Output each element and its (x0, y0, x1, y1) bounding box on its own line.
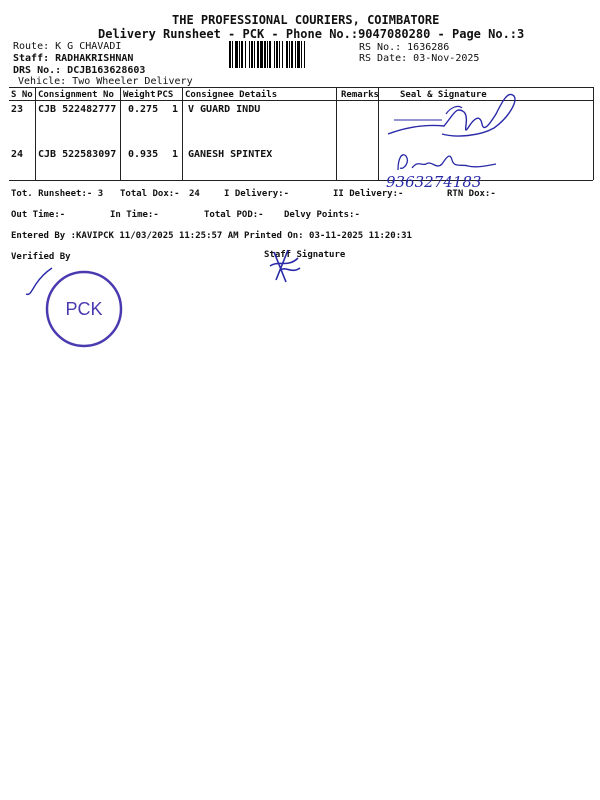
runsheet-subtitle: Delivery Runsheet - PCK - Phone No.:9047080280 - Page No.:3 (98, 27, 525, 41)
total-pod: Total POD:- (204, 210, 264, 220)
header-pcs: PCS (157, 90, 174, 100)
staff-text: Staff: RADHAKRISHNAN (13, 53, 134, 64)
row-weight: 0.275 (128, 104, 159, 115)
company-title: THE PROFESSIONAL COURIERS, COIMBATORE (172, 13, 440, 27)
route-text: Route: K G CHAVADI (13, 41, 122, 52)
col-divider (593, 87, 594, 180)
header-remarks: Remarks (341, 90, 379, 100)
staff-signature-mark (266, 246, 306, 286)
svg-text:9363274183: 9363274183 (386, 173, 482, 191)
rs-number: RS No.: 1636286 (359, 42, 450, 53)
row-weight: 0.935 (128, 149, 159, 160)
total-dox-value: 24 (189, 189, 200, 199)
printed-on: Printed On: 03-11-2025 11:20:31 (244, 231, 412, 241)
header-weight: Weight (123, 90, 156, 100)
header-consignee: Consignee Details (185, 90, 278, 100)
header-seal-signature: Seal & Signature (400, 90, 487, 100)
ii-delivery: II Delivery:- (333, 189, 404, 199)
header-sno: S No (11, 90, 33, 100)
col-divider (378, 87, 379, 180)
tot-runsheet: Tot. Runsheet:- 3 (11, 189, 104, 199)
row-consignment-no: CJB 522583097 (38, 149, 117, 160)
total-dox-label: Total Dox:- (120, 189, 180, 199)
vehicle-text: Vehicle: Two Wheeler Delivery (18, 76, 193, 87)
rs-date: RS Date: 03-Nov-2025 (359, 53, 480, 64)
col-divider (336, 87, 337, 180)
svg-text:PCK: PCK (65, 299, 103, 319)
drs-number: DRS No.: DCJB163628603 (13, 65, 146, 76)
staff-signature-label: Staff Signature (264, 250, 346, 260)
i-delivery: I Delivery:- (224, 189, 290, 199)
row-consignee: V GUARD INDU (188, 104, 261, 115)
col-divider (35, 87, 36, 180)
entered-by: Entered By :KAVIPCK 11/03/2025 11:25:57 AM (11, 231, 239, 241)
signature-row-1 (384, 84, 524, 154)
barcode (229, 41, 357, 68)
row-sno: 23 (11, 104, 24, 115)
row-consignment-no: CJB 522482777 (38, 104, 117, 115)
row-pcs: 1 (172, 104, 179, 115)
in-time: In Time:- (110, 210, 159, 220)
rtn-dox: RTN Dox:- (447, 189, 496, 199)
pck-stamp (43, 268, 125, 350)
barcode-bar (305, 41, 307, 68)
delvy-points: Delvy Points:- (284, 210, 360, 220)
verified-by-label: Verified By (11, 252, 71, 262)
out-time: Out Time:- (11, 210, 66, 220)
col-divider (120, 87, 121, 180)
row-consignee: GANESH SPINTEX (188, 149, 273, 160)
header-consignment: Consignment No (38, 90, 114, 100)
row-sno: 24 (11, 149, 24, 160)
col-divider (182, 87, 183, 180)
row-pcs: 1 (172, 149, 179, 160)
